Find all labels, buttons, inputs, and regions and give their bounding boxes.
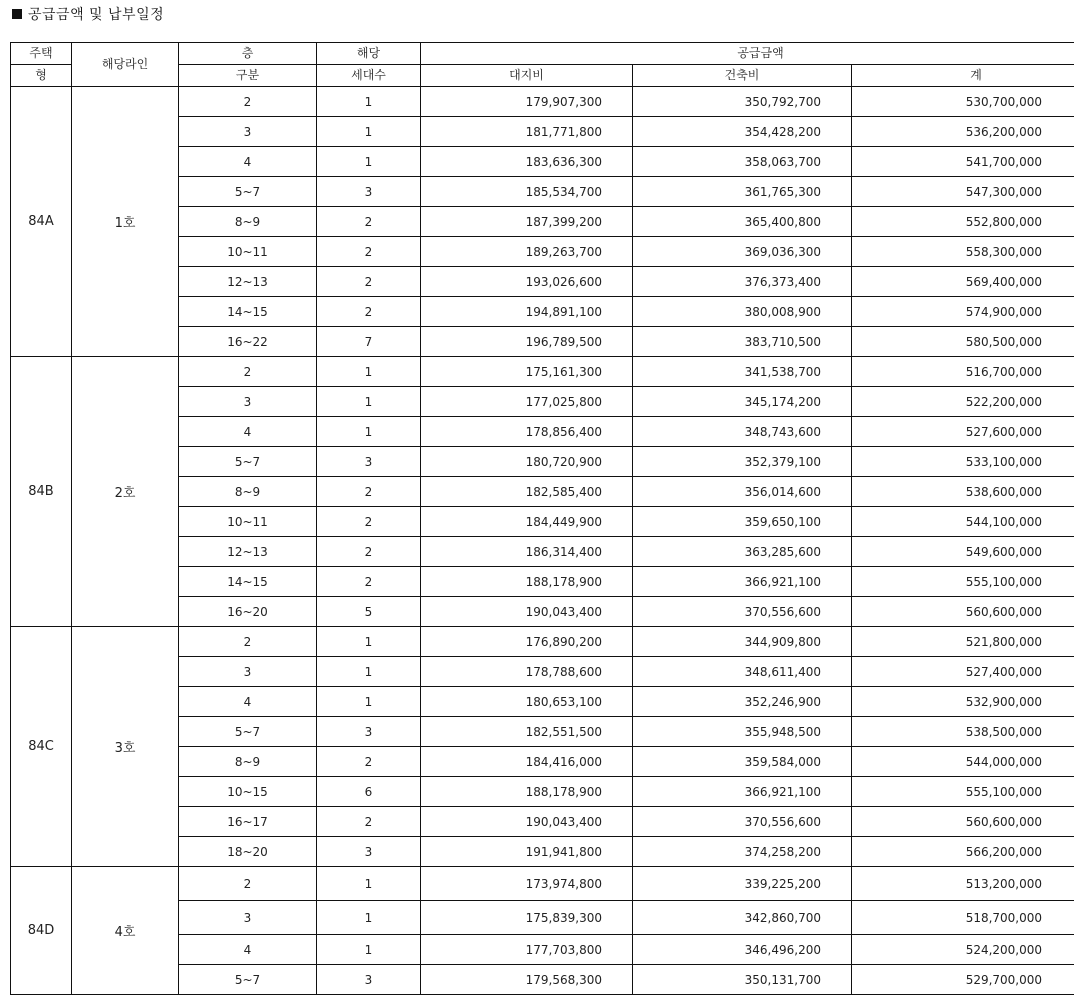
housing-type-cell: 84A bbox=[11, 87, 72, 357]
table-header bbox=[11, 43, 1074, 87]
unit-count-cell: 1 bbox=[317, 935, 421, 965]
building-cost-cell: 352,379,100 bbox=[633, 447, 852, 477]
unit-count-cell: 2 bbox=[317, 207, 421, 237]
unit-count-cell: 2 bbox=[317, 537, 421, 567]
land-cost-cell: 190,043,400 bbox=[421, 807, 633, 837]
total-price-cell: 524,200,000 bbox=[852, 935, 1074, 965]
unit-count-cell: 1 bbox=[317, 357, 421, 387]
total-price-cell: 533,100,000 bbox=[852, 447, 1074, 477]
unit-count-cell: 3 bbox=[317, 447, 421, 477]
total-price-cell: 552,800,000 bbox=[852, 207, 1074, 237]
unit-line-cell: 2호 bbox=[72, 357, 179, 627]
land-cost-cell: 190,043,400 bbox=[421, 597, 633, 627]
building-cost-cell: 342,860,700 bbox=[633, 901, 852, 935]
housing-type-cell: 84C bbox=[11, 627, 72, 867]
building-cost-cell: 350,131,700 bbox=[633, 965, 852, 995]
building-cost-cell: 359,584,000 bbox=[633, 747, 852, 777]
unit-count-cell: 1 bbox=[317, 687, 421, 717]
unit-count-cell: 5 bbox=[317, 597, 421, 627]
building-cost-cell: 339,225,200 bbox=[633, 867, 852, 901]
header-type-bottom: 형 bbox=[11, 65, 72, 87]
floor-range-cell: 2 bbox=[179, 87, 317, 117]
unit-count-cell: 1 bbox=[317, 627, 421, 657]
building-cost-cell: 374,258,200 bbox=[633, 837, 852, 867]
land-cost-cell: 191,941,800 bbox=[421, 837, 633, 867]
housing-type-cell: 84B bbox=[11, 357, 72, 627]
unit-count-cell: 2 bbox=[317, 747, 421, 777]
header-land-cost: 대지비 bbox=[421, 65, 633, 87]
total-price-cell: 555,100,000 bbox=[852, 567, 1074, 597]
building-cost-cell: 348,743,600 bbox=[633, 417, 852, 447]
floor-range-cell: 3 bbox=[179, 657, 317, 687]
building-cost-cell: 370,556,600 bbox=[633, 597, 852, 627]
unit-count-cell: 3 bbox=[317, 965, 421, 995]
land-cost-cell: 178,788,600 bbox=[421, 657, 633, 687]
total-price-cell: 566,200,000 bbox=[852, 837, 1074, 867]
unit-count-cell: 2 bbox=[317, 237, 421, 267]
land-cost-cell: 175,161,300 bbox=[421, 357, 633, 387]
land-cost-cell: 184,416,000 bbox=[421, 747, 633, 777]
total-price-cell: 516,700,000 bbox=[852, 357, 1074, 387]
floor-range-cell: 16~17 bbox=[179, 807, 317, 837]
total-price-cell: 555,100,000 bbox=[852, 777, 1074, 807]
land-cost-cell: 173,974,800 bbox=[421, 867, 633, 901]
land-cost-cell: 178,856,400 bbox=[421, 417, 633, 447]
header-units-bottom: 세대수 bbox=[317, 65, 421, 87]
land-cost-cell: 180,653,100 bbox=[421, 687, 633, 717]
floor-range-cell: 18~20 bbox=[179, 837, 317, 867]
building-cost-cell: 344,909,800 bbox=[633, 627, 852, 657]
building-cost-cell: 376,373,400 bbox=[633, 267, 852, 297]
total-price-cell: 532,900,000 bbox=[852, 687, 1074, 717]
unit-count-cell: 3 bbox=[317, 717, 421, 747]
floor-range-cell: 4 bbox=[179, 147, 317, 177]
unit-line-cell: 3호 bbox=[72, 627, 179, 867]
unit-count-cell: 1 bbox=[317, 387, 421, 417]
total-price-cell: 529,700,000 bbox=[852, 965, 1074, 995]
floor-range-cell: 5~7 bbox=[179, 177, 317, 207]
building-cost-cell: 354,428,200 bbox=[633, 117, 852, 147]
floor-range-cell: 8~9 bbox=[179, 477, 317, 507]
floor-range-cell: 3 bbox=[179, 117, 317, 147]
land-cost-cell: 180,720,900 bbox=[421, 447, 633, 477]
unit-count-cell: 3 bbox=[317, 177, 421, 207]
land-cost-cell: 186,314,400 bbox=[421, 537, 633, 567]
unit-count-cell: 2 bbox=[317, 297, 421, 327]
black-square-bullet-icon bbox=[12, 9, 22, 19]
unit-count-cell: 1 bbox=[317, 867, 421, 901]
floor-range-cell: 5~7 bbox=[179, 965, 317, 995]
land-cost-cell: 187,399,200 bbox=[421, 207, 633, 237]
header-supply-price: 공급금액 bbox=[421, 43, 1074, 65]
total-price-cell: 560,600,000 bbox=[852, 807, 1074, 837]
section-title bbox=[12, 4, 164, 24]
land-cost-cell: 182,585,400 bbox=[421, 477, 633, 507]
floor-range-cell: 10~11 bbox=[179, 507, 317, 537]
building-cost-cell: 383,710,500 bbox=[633, 327, 852, 357]
unit-count-cell: 2 bbox=[317, 507, 421, 537]
floor-range-cell: 8~9 bbox=[179, 207, 317, 237]
land-cost-cell: 193,026,600 bbox=[421, 267, 633, 297]
building-cost-cell: 356,014,600 bbox=[633, 477, 852, 507]
building-cost-cell: 359,650,100 bbox=[633, 507, 852, 537]
building-cost-cell: 341,538,700 bbox=[633, 357, 852, 387]
header-floor-top: 층 bbox=[179, 43, 317, 65]
unit-count-cell: 2 bbox=[317, 807, 421, 837]
table-row bbox=[11, 627, 1074, 657]
floor-range-cell: 3 bbox=[179, 901, 317, 935]
total-price-cell: 549,600,000 bbox=[852, 537, 1074, 567]
header-units-top: 해당 bbox=[317, 43, 421, 65]
header-floor-bottom: 구분 bbox=[179, 65, 317, 87]
land-cost-cell: 176,890,200 bbox=[421, 627, 633, 657]
header-total: 계 bbox=[852, 65, 1074, 87]
floor-range-cell: 5~7 bbox=[179, 447, 317, 477]
building-cost-cell: 380,008,900 bbox=[633, 297, 852, 327]
land-cost-cell: 185,534,700 bbox=[421, 177, 633, 207]
land-cost-cell: 183,636,300 bbox=[421, 147, 633, 177]
unit-line-cell: 1호 bbox=[72, 87, 179, 357]
land-cost-cell: 189,263,700 bbox=[421, 237, 633, 267]
floor-range-cell: 14~15 bbox=[179, 567, 317, 597]
floor-range-cell: 16~20 bbox=[179, 597, 317, 627]
land-cost-cell: 179,907,300 bbox=[421, 87, 633, 117]
unit-count-cell: 2 bbox=[317, 477, 421, 507]
land-cost-cell: 194,891,100 bbox=[421, 297, 633, 327]
total-price-cell: 574,900,000 bbox=[852, 297, 1074, 327]
land-cost-cell: 196,789,500 bbox=[421, 327, 633, 357]
total-price-cell: 513,200,000 bbox=[852, 867, 1074, 901]
section-title-text: 공급금액 및 납부일정 bbox=[28, 7, 164, 23]
floor-range-cell: 8~9 bbox=[179, 747, 317, 777]
unit-count-cell: 1 bbox=[317, 147, 421, 177]
unit-count-cell: 1 bbox=[317, 117, 421, 147]
unit-count-cell: 3 bbox=[317, 837, 421, 867]
land-cost-cell: 177,703,800 bbox=[421, 935, 633, 965]
total-price-cell: 538,500,000 bbox=[852, 717, 1074, 747]
building-cost-cell: 350,792,700 bbox=[633, 87, 852, 117]
land-cost-cell: 188,178,900 bbox=[421, 567, 633, 597]
building-cost-cell: 370,556,600 bbox=[633, 807, 852, 837]
building-cost-cell: 355,948,500 bbox=[633, 717, 852, 747]
total-price-cell: 541,700,000 bbox=[852, 147, 1074, 177]
total-price-cell: 558,300,000 bbox=[852, 237, 1074, 267]
building-cost-cell: 352,246,900 bbox=[633, 687, 852, 717]
land-cost-cell: 175,839,300 bbox=[421, 901, 633, 935]
building-cost-cell: 366,921,100 bbox=[633, 777, 852, 807]
building-cost-cell: 365,400,800 bbox=[633, 207, 852, 237]
land-cost-cell: 188,178,900 bbox=[421, 777, 633, 807]
land-cost-cell: 181,771,800 bbox=[421, 117, 633, 147]
total-price-cell: 527,400,000 bbox=[852, 657, 1074, 687]
total-price-cell: 544,000,000 bbox=[852, 747, 1074, 777]
total-price-cell: 560,600,000 bbox=[852, 597, 1074, 627]
header-building-cost: 건축비 bbox=[633, 65, 852, 87]
floor-range-cell: 5~7 bbox=[179, 717, 317, 747]
total-price-cell: 527,600,000 bbox=[852, 417, 1074, 447]
building-cost-cell: 369,036,300 bbox=[633, 237, 852, 267]
land-cost-cell: 177,025,800 bbox=[421, 387, 633, 417]
total-price-cell: 569,400,000 bbox=[852, 267, 1074, 297]
total-price-cell: 521,800,000 bbox=[852, 627, 1074, 657]
total-price-cell: 536,200,000 bbox=[852, 117, 1074, 147]
building-cost-cell: 366,921,100 bbox=[633, 567, 852, 597]
floor-range-cell: 3 bbox=[179, 387, 317, 417]
supply-price-table bbox=[10, 42, 1074, 995]
building-cost-cell: 358,063,700 bbox=[633, 147, 852, 177]
unit-count-cell: 1 bbox=[317, 657, 421, 687]
unit-count-cell: 7 bbox=[317, 327, 421, 357]
unit-count-cell: 1 bbox=[317, 417, 421, 447]
header-line: 해당라인 bbox=[72, 43, 179, 87]
total-price-cell: 544,100,000 bbox=[852, 507, 1074, 537]
total-price-cell: 522,200,000 bbox=[852, 387, 1074, 417]
building-cost-cell: 346,496,200 bbox=[633, 935, 852, 965]
floor-range-cell: 14~15 bbox=[179, 297, 317, 327]
table-row bbox=[11, 87, 1074, 117]
floor-range-cell: 12~13 bbox=[179, 537, 317, 567]
table-body bbox=[11, 87, 1074, 995]
total-price-cell: 530,700,000 bbox=[852, 87, 1074, 117]
floor-range-cell: 4 bbox=[179, 935, 317, 965]
total-price-cell: 538,600,000 bbox=[852, 477, 1074, 507]
table-row bbox=[11, 357, 1074, 387]
table-row bbox=[11, 867, 1074, 901]
land-cost-cell: 184,449,900 bbox=[421, 507, 633, 537]
floor-range-cell: 16~22 bbox=[179, 327, 317, 357]
unit-count-cell: 1 bbox=[317, 901, 421, 935]
floor-range-cell: 10~11 bbox=[179, 237, 317, 267]
floor-range-cell: 4 bbox=[179, 417, 317, 447]
header-type-top: 주택 bbox=[11, 43, 72, 65]
building-cost-cell: 361,765,300 bbox=[633, 177, 852, 207]
floor-range-cell: 12~13 bbox=[179, 267, 317, 297]
unit-count-cell: 6 bbox=[317, 777, 421, 807]
total-price-cell: 547,300,000 bbox=[852, 177, 1074, 207]
housing-type-cell: 84D bbox=[11, 867, 72, 995]
floor-range-cell: 2 bbox=[179, 867, 317, 901]
floor-range-cell: 2 bbox=[179, 627, 317, 657]
unit-count-cell: 1 bbox=[317, 87, 421, 117]
land-cost-cell: 179,568,300 bbox=[421, 965, 633, 995]
floor-range-cell: 2 bbox=[179, 357, 317, 387]
total-price-cell: 518,700,000 bbox=[852, 901, 1074, 935]
floor-range-cell: 4 bbox=[179, 687, 317, 717]
total-price-cell: 580,500,000 bbox=[852, 327, 1074, 357]
building-cost-cell: 348,611,400 bbox=[633, 657, 852, 687]
floor-range-cell: 10~15 bbox=[179, 777, 317, 807]
land-cost-cell: 182,551,500 bbox=[421, 717, 633, 747]
unit-count-cell: 2 bbox=[317, 567, 421, 597]
building-cost-cell: 345,174,200 bbox=[633, 387, 852, 417]
unit-line-cell: 4호 bbox=[72, 867, 179, 995]
building-cost-cell: 363,285,600 bbox=[633, 537, 852, 567]
unit-count-cell: 2 bbox=[317, 267, 421, 297]
